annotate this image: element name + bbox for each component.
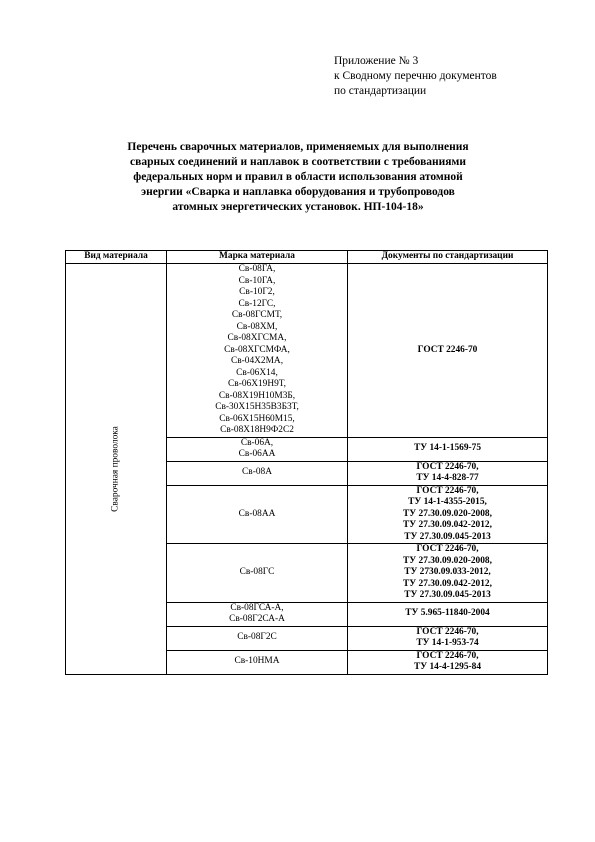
grade-cell	[167, 650, 348, 674]
document-title	[62, 140, 534, 215]
title-line: федеральных норм и правил в области использования атомной	[133, 171, 463, 183]
materials-table	[65, 250, 548, 675]
title-line: сварных соединений и наплавок в соответствии с требованиями	[130, 156, 466, 168]
material-type-cell	[66, 264, 167, 675]
docs-cell	[348, 650, 548, 674]
doc-line: ТУ 27.30.09.020-2008,	[403, 508, 492, 519]
docs-cell	[348, 602, 548, 626]
doc-line: ТУ 14-1-4355-2015,	[408, 497, 487, 507]
docs-cell	[348, 437, 548, 461]
header-standard-docs: Документы по стандартизации	[348, 251, 548, 264]
grade-line: Св-08Х19Н10М3Б,	[218, 390, 296, 401]
doc-line: ТУ 14-4-828-77	[416, 473, 479, 483]
doc-line: ГОСТ 2246-70,	[416, 461, 479, 472]
grade-cell	[167, 461, 348, 485]
grade-cell	[167, 264, 348, 438]
grade-cell	[167, 437, 348, 461]
grade-line: Св-12ГС,	[238, 298, 276, 309]
grade-line: Св-08А	[242, 467, 272, 478]
docs-cell	[348, 544, 548, 603]
docs-cell	[348, 461, 548, 485]
doc-line: ТУ 14-1-953-74	[416, 638, 479, 648]
grade-line: Св-08ХМ,	[236, 321, 278, 332]
appendix-note	[334, 54, 497, 99]
doc-line: ГОСТ 2246-70,	[416, 650, 479, 661]
grade-cell	[167, 626, 348, 650]
grade-line: Св-06АА	[238, 449, 276, 459]
header-material-type: Вид материала	[66, 251, 167, 264]
grade-line: Св-06Х15Н60М15,	[219, 413, 295, 424]
docs-cell	[348, 264, 548, 438]
grade-line: Св-08ГС	[239, 567, 275, 577]
table-body	[66, 264, 548, 675]
doc-line: ГОСТ 2246-70,	[416, 544, 479, 554]
doc-line: ТУ 27.30.09.045-2013	[404, 590, 491, 600]
title-line: энергии «Сварка и наплавка оборудования и трубопроводов	[141, 186, 455, 198]
grade-line: Св-06Х14,	[236, 367, 278, 378]
grade-line: Св-04Х2МА,	[230, 356, 284, 366]
grade-line: Св-10Г2,	[239, 287, 275, 297]
grade-line: Св-08Г2С	[237, 632, 277, 643]
doc-line: ТУ 27.30.09.045-2013	[404, 531, 491, 542]
grade-line: Св-08Х18Н9Ф2С2	[220, 425, 294, 435]
grade-line: Св-06А,	[240, 437, 274, 448]
grade-line: Св-08АА	[238, 508, 276, 519]
doc-line: ТУ 14-4-1295-84	[413, 662, 482, 672]
title-line: Перечень сварочных материалов, применяемых для выполнения	[127, 141, 469, 153]
doc-line: ТУ 27.30.09.042-2012,	[403, 578, 492, 589]
appendix-line: по стандартизации	[334, 85, 427, 97]
grade-line: Св-30Х15Н35В3Б3Т,	[215, 402, 299, 412]
docs-cell	[348, 485, 548, 544]
doc-line: ТУ 2730.09.033-2012,	[404, 567, 491, 577]
grade-cell	[167, 544, 348, 603]
doc-line: ТУ 14-1-1569-75	[413, 443, 482, 454]
doc-line: ТУ 27.30.09.020-2008,	[403, 555, 492, 566]
docs-cell	[348, 626, 548, 650]
grade-cell	[167, 485, 348, 544]
grade-line: Св-08ХГСМА,	[227, 333, 287, 343]
material-type-label: Сварочная проволока	[110, 425, 121, 512]
grade-line: Св-10НМА	[234, 656, 280, 667]
grade-line: Св-08ГСМТ,	[231, 310, 283, 320]
grade-line: Св-08ГА,	[238, 264, 276, 274]
appendix-line: к Сводному перечню документов	[334, 70, 497, 82]
grade-line: Св-08Г2СА-А	[229, 614, 285, 624]
appendix-line: Приложение № 3	[334, 55, 419, 67]
grade-line: Св-08ХГСМФА,	[224, 344, 290, 355]
table-row	[66, 264, 548, 438]
doc-line: ГОСТ 2246-70	[417, 344, 478, 355]
grade-cell	[167, 602, 348, 626]
doc-line: ТУ 5.965-11840-2004	[405, 608, 490, 619]
doc-line: ГОСТ 2246-70,	[416, 485, 479, 496]
doc-line: ТУ 27.30.09.042-2012,	[403, 520, 492, 530]
header-material-grade: Марка материала	[167, 251, 348, 264]
doc-line: ГОСТ 2246-70,	[416, 626, 479, 637]
grade-line: Св-10ГА,	[238, 275, 276, 286]
title-line: атомных энергетических установок. НП-104-18»	[172, 201, 424, 213]
grade-line: Св-06Х19Н9Т,	[228, 379, 286, 389]
table-header-row	[66, 251, 548, 264]
grade-line: Св-08ГСА-А,	[230, 602, 284, 613]
